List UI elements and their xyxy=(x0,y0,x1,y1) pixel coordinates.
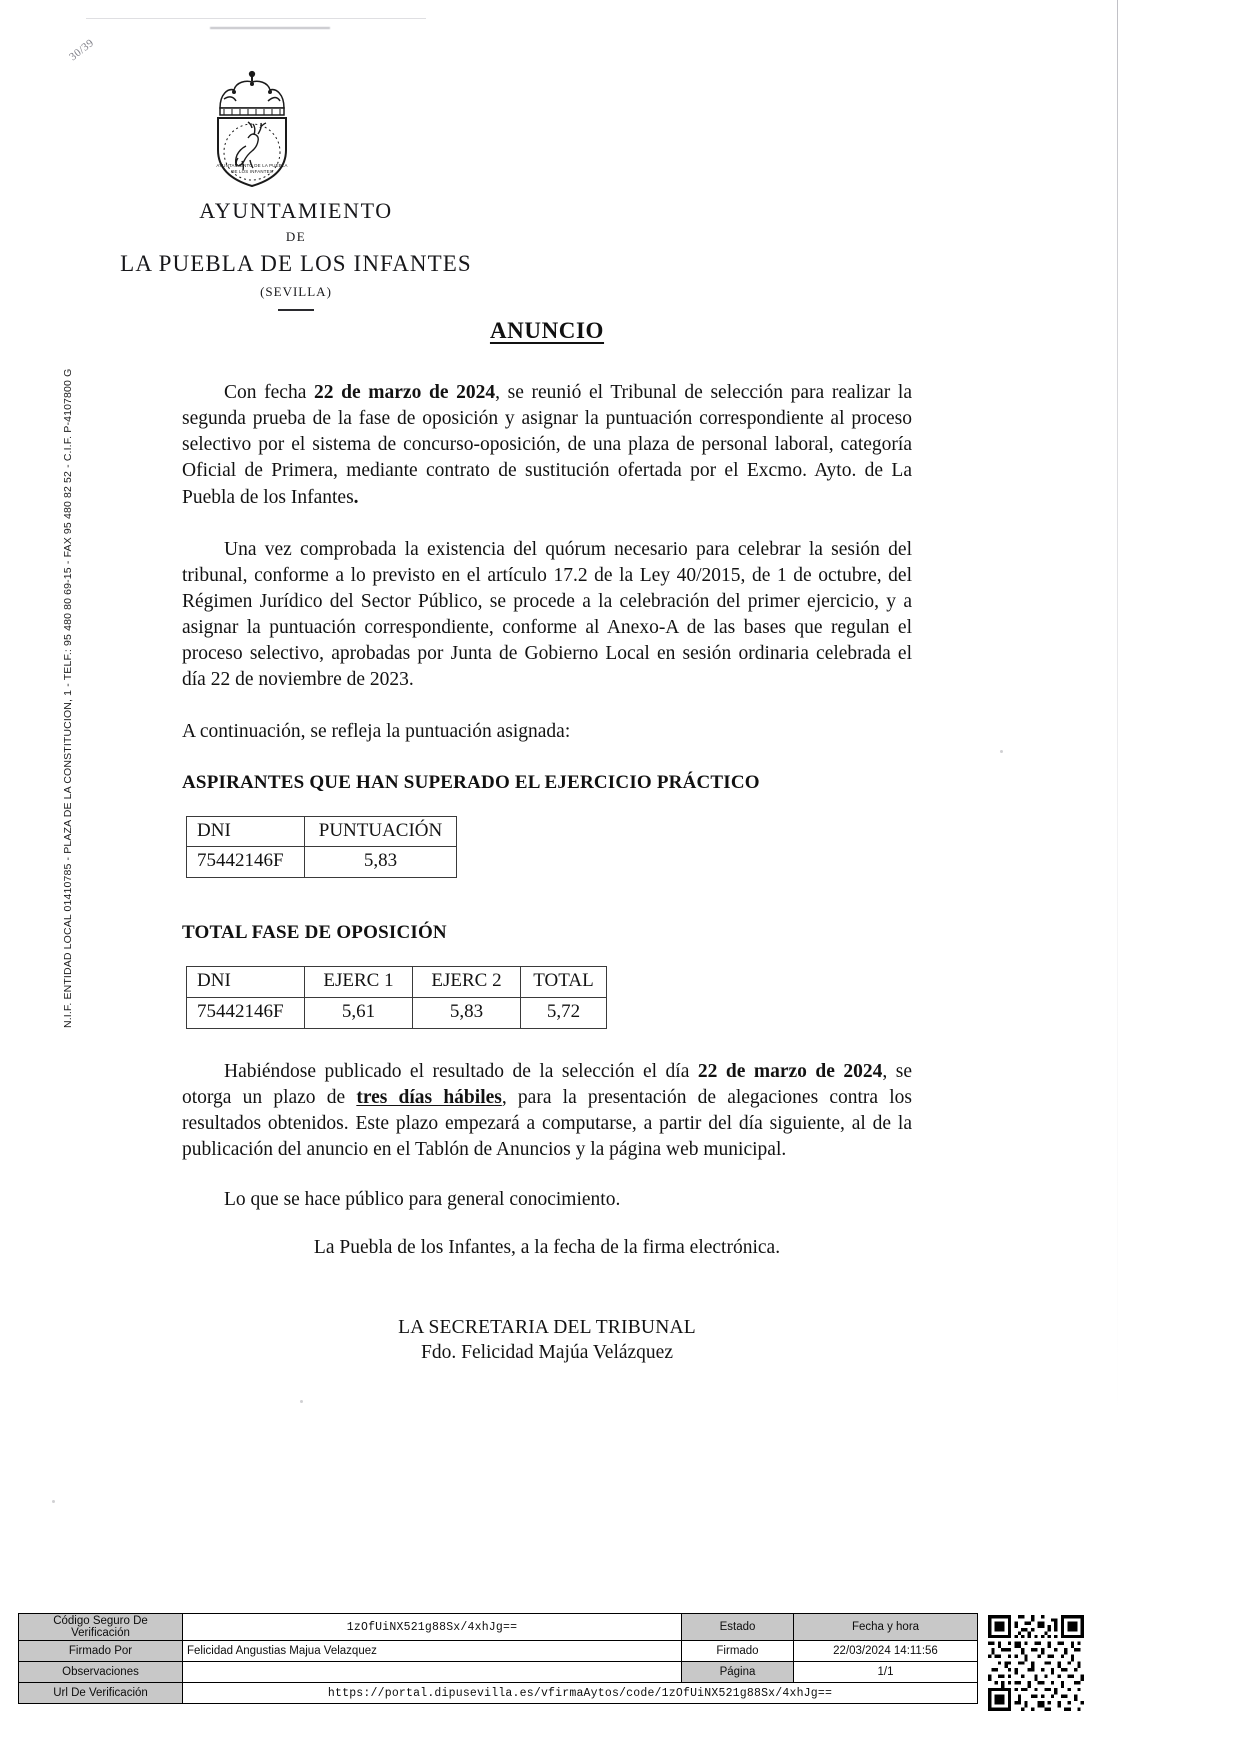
document-body xyxy=(182,318,912,1366)
table-row xyxy=(187,997,607,1028)
label-estado: Estado xyxy=(682,1614,794,1641)
table-row xyxy=(187,847,457,878)
value-firmado-por: Felicidad Angustias Majua Velazquez xyxy=(183,1641,682,1662)
col-header-dni: DNI xyxy=(187,967,305,998)
value-pagina: 1/1 xyxy=(794,1662,978,1683)
organisation-header xyxy=(86,198,506,311)
table-header-row xyxy=(187,967,607,998)
verif-row-observaciones xyxy=(19,1662,978,1683)
paragraph-alegaciones xyxy=(182,1059,912,1164)
section-title-total-fase: TOTAL FASE DE OPOSICIÓN xyxy=(182,922,447,943)
closing-part-c: , para la presentación de alegaciones contra los resultados obtenidos. Este plazo empezará a computarse, a partir del día siguiente, al de la publicación del anuncio en el Tablón de Anuncios y la página web municipal. xyxy=(182,1086,912,1160)
label-fecha-hora: Fecha y hora xyxy=(794,1614,978,1641)
value-observaciones xyxy=(183,1662,682,1683)
verif-row-url xyxy=(19,1683,978,1704)
scan-speck xyxy=(1000,750,1003,753)
verification-footer xyxy=(18,1613,1222,1711)
table-header-row xyxy=(187,816,457,847)
svg-text:AYUNTAMIENTO DE LA PUEBLA: AYUNTAMIENTO DE LA PUEBLA xyxy=(216,163,288,168)
corner-pencil-mark: 30/39 xyxy=(67,36,97,64)
verif-row-csv xyxy=(19,1614,978,1641)
col-header-ejerc1: EJERC 1 xyxy=(305,967,413,998)
paragraph-continuacion: A continuación, se refleja la puntuación asignada: xyxy=(182,721,571,743)
section-title-practico: ASPIRANTES QUE HAN SUPERADO EL EJERCICIO PRÁCTICO xyxy=(182,771,760,793)
closing-part-b: , se otorga un plazo de xyxy=(182,1060,913,1108)
col-header-ejerc2: EJERC 2 xyxy=(413,967,521,998)
qr-code-icon[interactable] xyxy=(988,1615,1084,1711)
org-line-municipality: LA PUEBLA DE LOS INFANTES xyxy=(120,251,472,277)
document-title: ANUNCIO xyxy=(489,318,605,343)
signer-role: LA SECRETARIA DEL TRIBUNAL xyxy=(398,1317,696,1339)
par1-date-bold: 22 de marzo de 2024 xyxy=(314,382,496,403)
org-line-province: (SEVILLA) xyxy=(260,284,332,300)
signature-block xyxy=(182,1315,912,1366)
org-line-ayuntamiento: AYUNTAMIENTO xyxy=(199,198,393,223)
place-and-date: La Puebla de los Infantes, a la fecha de la firma electrónica. xyxy=(313,1237,781,1259)
paragraph-quorum: Una vez comprobada la existencia del quórum necesario para celebrar la sesión del tribunal, conforme a lo previsto en el artículo 17.2 de la Ley 40/2015, de 1 de octubre, del Régimen Jurídico del Sector Público, se procede a la celebración del primer ejercicio, y a asignar la puntuación correspondiente, conforme al Anexo-A de las bases que regulan el proceso selectivo, aprobadas por Junta de Gobierno Local en sesión ordinaria celebrada el día 22 de noviembre de 2023. xyxy=(182,538,912,691)
scan-edge-artifact xyxy=(1117,0,1118,1420)
col-header-dni: DNI xyxy=(187,816,305,847)
cell-dni: 75442146F xyxy=(187,997,305,1028)
layout-spacer xyxy=(182,908,912,922)
closing-plazo-bold-underline: tres días hábiles xyxy=(356,1086,502,1108)
paragraph-publico: Lo que se hace público para general conocimiento. xyxy=(224,1189,621,1210)
table-ejercicio-practico xyxy=(186,816,457,879)
label-codigo-seguro: Código Seguro De Verificación xyxy=(19,1614,183,1641)
par1-part-a: Con fecha xyxy=(224,382,314,403)
verification-table xyxy=(18,1613,978,1704)
par1-part-b: , se reunió el Tribunal de selección para realizar la segunda prueba de la fase de oposición y asignar la puntuación correspondiente al proceso selectivo por el sistema de concurso-oposición, de una plaza de personal laboral, categoría Oficial de Primera, mediante contrato de sustitución ofertada por el Excmo. Ayto. de La Puebla de los Infantes xyxy=(182,382,912,508)
cell-ejerc1: 5,61 xyxy=(305,997,413,1028)
scan-smudge-artifact xyxy=(210,27,330,29)
scan-speck xyxy=(52,1500,55,1503)
cell-total: 5,72 xyxy=(521,997,607,1028)
coat-of-arms-icon xyxy=(190,68,314,192)
cell-ejerc2: 5,83 xyxy=(413,997,521,1028)
label-pagina: Página xyxy=(682,1662,794,1683)
cell-puntuacion: 5,83 xyxy=(305,847,457,878)
value-fecha-hora: 22/03/2024 14:11:56 xyxy=(794,1641,978,1662)
svg-text:DE LOS INFANTES: DE LOS INFANTES xyxy=(231,169,273,174)
verif-row-firmado-por xyxy=(19,1641,978,1662)
signer-name: Fdo. Felicidad Majúa Velázquez xyxy=(421,1342,673,1364)
col-header-puntuacion: PUNTUACIÓN xyxy=(305,816,457,847)
scan-edge-top-artifact xyxy=(86,18,426,19)
closing-date-bold: 22 de marzo de 2024 xyxy=(697,1060,883,1082)
col-header-total: TOTAL xyxy=(521,967,607,998)
scan-speck xyxy=(300,1400,303,1403)
margin-entity-details: N.I.F. ENTIDAD LOCAL 01410785 - PLAZA DE LA CONSTITUCION, 1 - TELF.: 95 480 80 69-15 - FAX 95 480 82 52 - C.I.F. P-4107800 G xyxy=(62,368,74,1028)
value-codigo-seguro: 1zOfUiNX521g88Sx/4xhJg== xyxy=(183,1614,682,1641)
table-total-fase-oposicion xyxy=(186,966,607,1029)
header-divider xyxy=(278,309,314,311)
paragraph-convocatoria xyxy=(182,380,912,511)
value-estado: Firmado xyxy=(682,1641,794,1662)
par1-period: . xyxy=(353,486,359,508)
label-url-verificacion: Url De Verificación xyxy=(19,1683,183,1704)
closing-part-a: Habiéndose publicado el resultado de la selección el día xyxy=(224,1060,698,1082)
value-url-verificacion[interactable]: https://portal.dipusevilla.es/vfirmaAytos/code/1zOfUiNX521g88Sx/4xhJg== xyxy=(183,1683,978,1704)
cell-dni: 75442146F xyxy=(187,847,305,878)
org-line-de: DE xyxy=(285,228,307,244)
label-observaciones: Observaciones xyxy=(19,1662,183,1683)
label-firmado-por: Firmado Por xyxy=(19,1641,183,1662)
